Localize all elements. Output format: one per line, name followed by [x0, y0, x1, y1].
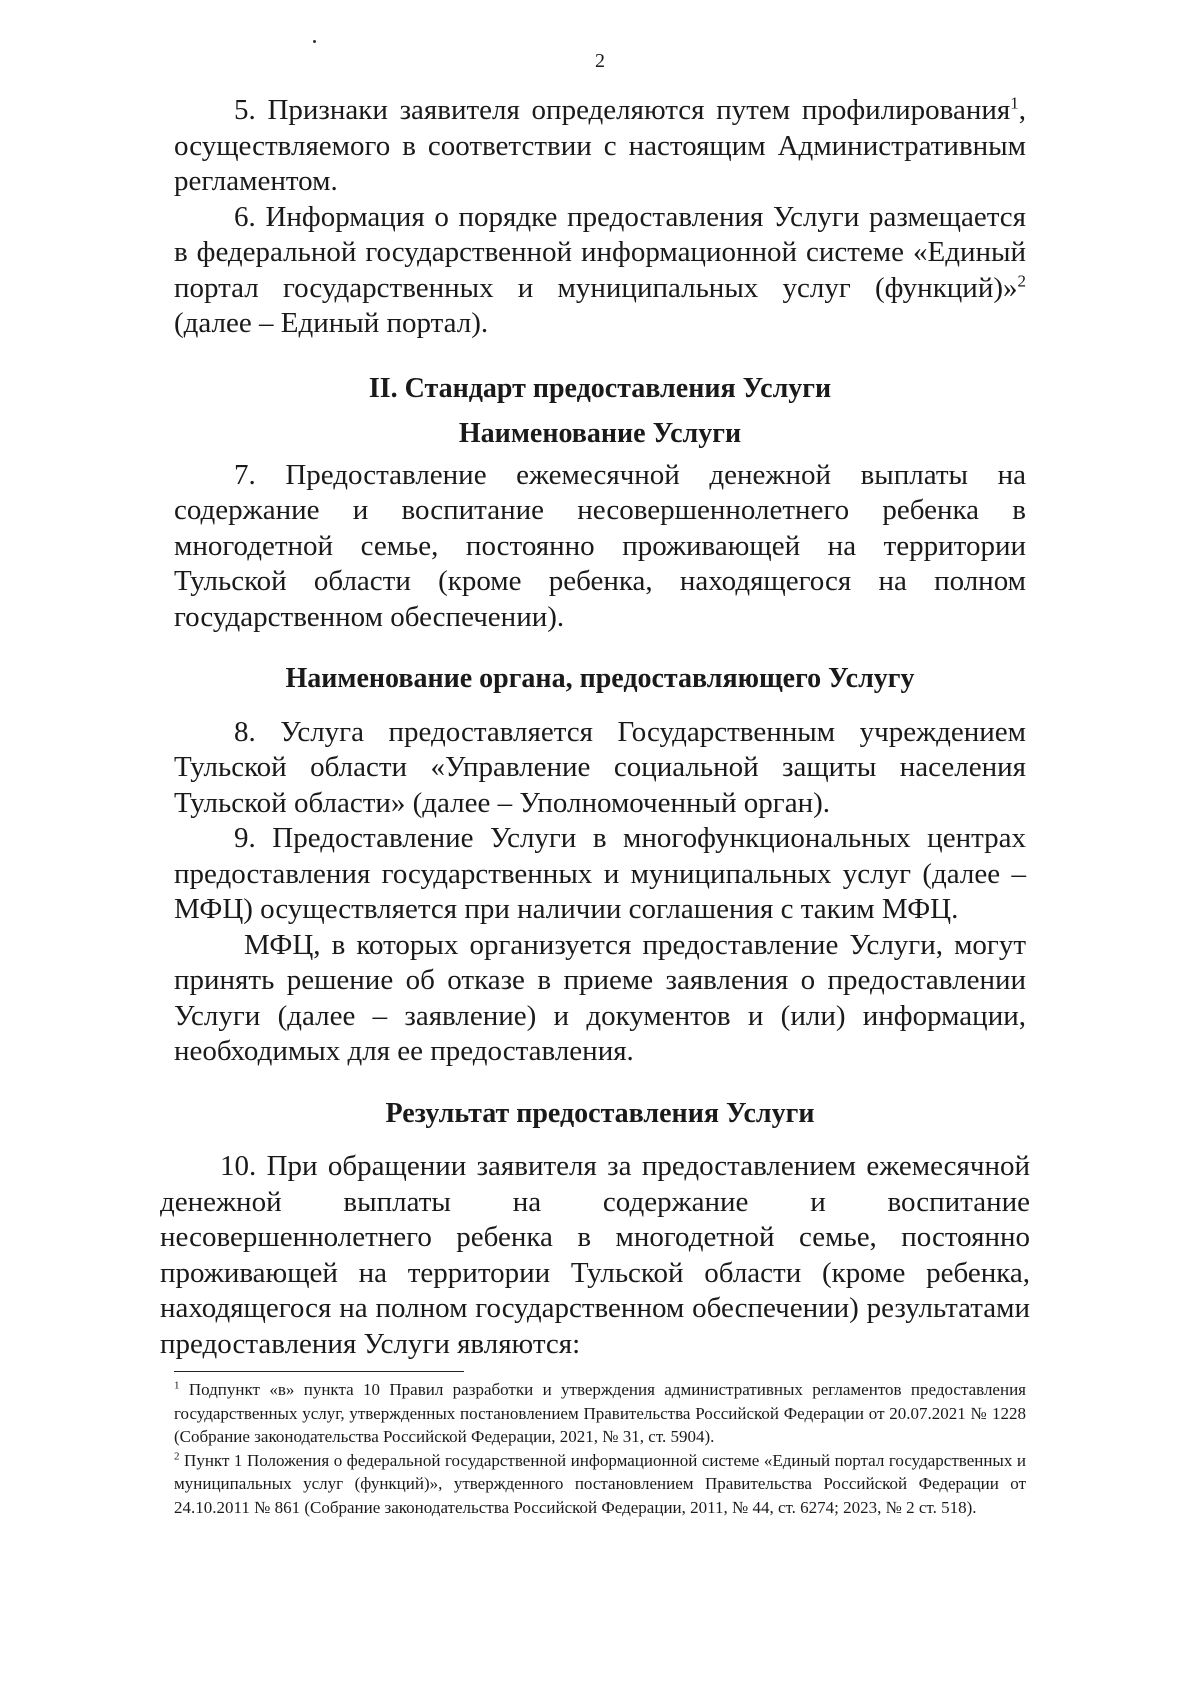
paragraph-9-mfc: МФЦ, в которых организуется предоставление Услуги, могут принять решение об отказе в приеме заявления о предоставлении Услуги (далее – заявление) и документов и (или) информации, необходимых для ее предоставления. — [174, 928, 1026, 1067]
footnote-1 — [174, 1378, 1026, 1449]
footnote-ref-2: 2 — [1017, 270, 1026, 290]
paragraph-7: 7. Предоставление ежемесячной денежной выплаты на содержание и воспитание несовершеннолетнего ребенка в многодетной семье, постоянно проживающей на территории Тульской области (кроме ребенка, находящегося на полном государственном обеспечении). — [174, 458, 1026, 633]
paragraph-6-text: 6. Информация о порядке предоставления Услуги размещается в федеральной государственной информационной системе «Единый портал государственных и муниципальных услуг (функций)» — [174, 200, 1026, 304]
footnote-2-text: Пункт 1 Положения о федеральной государственной информационной системе «Единый портал государственных и муниципальных услуг (функций)», утвержденного постановлением Правительства Российской Федерации от 24.10.2011 № 861 (Собрание законодательства Российской Федерации, 2011, № 44, ст. 6274; 2023, № 2 ст. 518). — [174, 1450, 1026, 1517]
scan-speck — [313, 40, 316, 43]
paragraph-6 — [174, 200, 1026, 342]
subsection-title-result: Результат предоставления Услуги — [385, 1097, 815, 1129]
footnote-2-mark: 2 — [174, 1449, 180, 1462]
paragraph-5-continuation: , осуществляемого в соответствии с настоящим Административным регламентом. — [174, 94, 1026, 197]
page-number: 2 — [595, 50, 605, 72]
footnote-1-text: Подпункт «в» пункта 10 Правил разработки и утверждения административных регламентов предоставления государственных услуг, утвержденных постановлением Правительства Российской Федерации от 20.07.2021 № 1228 (Собрание законодательства Российской Федерации, 2021, № 31, ст. 5904). — [174, 1380, 1026, 1446]
paragraph-6-continuation: (далее – Единый портал). — [174, 307, 489, 339]
subsection-title-authority: Наименование органа, предоставляющего Услугу — [285, 663, 915, 694]
paragraph-5 — [174, 93, 1026, 200]
footnote-ref-1: 1 — [1010, 93, 1019, 113]
document-body — [160, 93, 1030, 1362]
paragraph-10: 10. При обращении заявителя за предоставлением ежемесячной денежной выплаты на содержание и воспитание несовершеннолетнего ребенка в многодетной семье, постоянно проживающей на территории Тульской области (кроме ребенка, находящегося на полном государственном обеспечении) результатами предоставления Услуги являются: — [160, 1150, 1030, 1360]
section-title: II. Стандарт предоставления Услуги — [368, 372, 832, 404]
paragraph-8: 8. Услуга предоставляется Государственным учреждением Тульской области «Управление социальной защиты населения Тульской области» (далее – Уполномоченный орган). — [174, 715, 1026, 819]
paragraph-9: 9. Предоставление Услуги в многофункциональных центрах предоставления государственных и муниципальных услуг (далее – МФЦ) осуществляется при наличии соглашения с таким МФЦ. — [174, 822, 1026, 925]
subsection-title-service-name: Наименование Услуги — [458, 418, 742, 449]
footnotes — [174, 1378, 1026, 1519]
paragraph-5-text: 5. Признаки заявителя определяются путем профилирования — [234, 94, 1011, 126]
footnote-2 — [174, 1449, 1026, 1520]
footnote-1-mark: 1 — [174, 1379, 180, 1392]
footnote-separator — [174, 1371, 464, 1372]
